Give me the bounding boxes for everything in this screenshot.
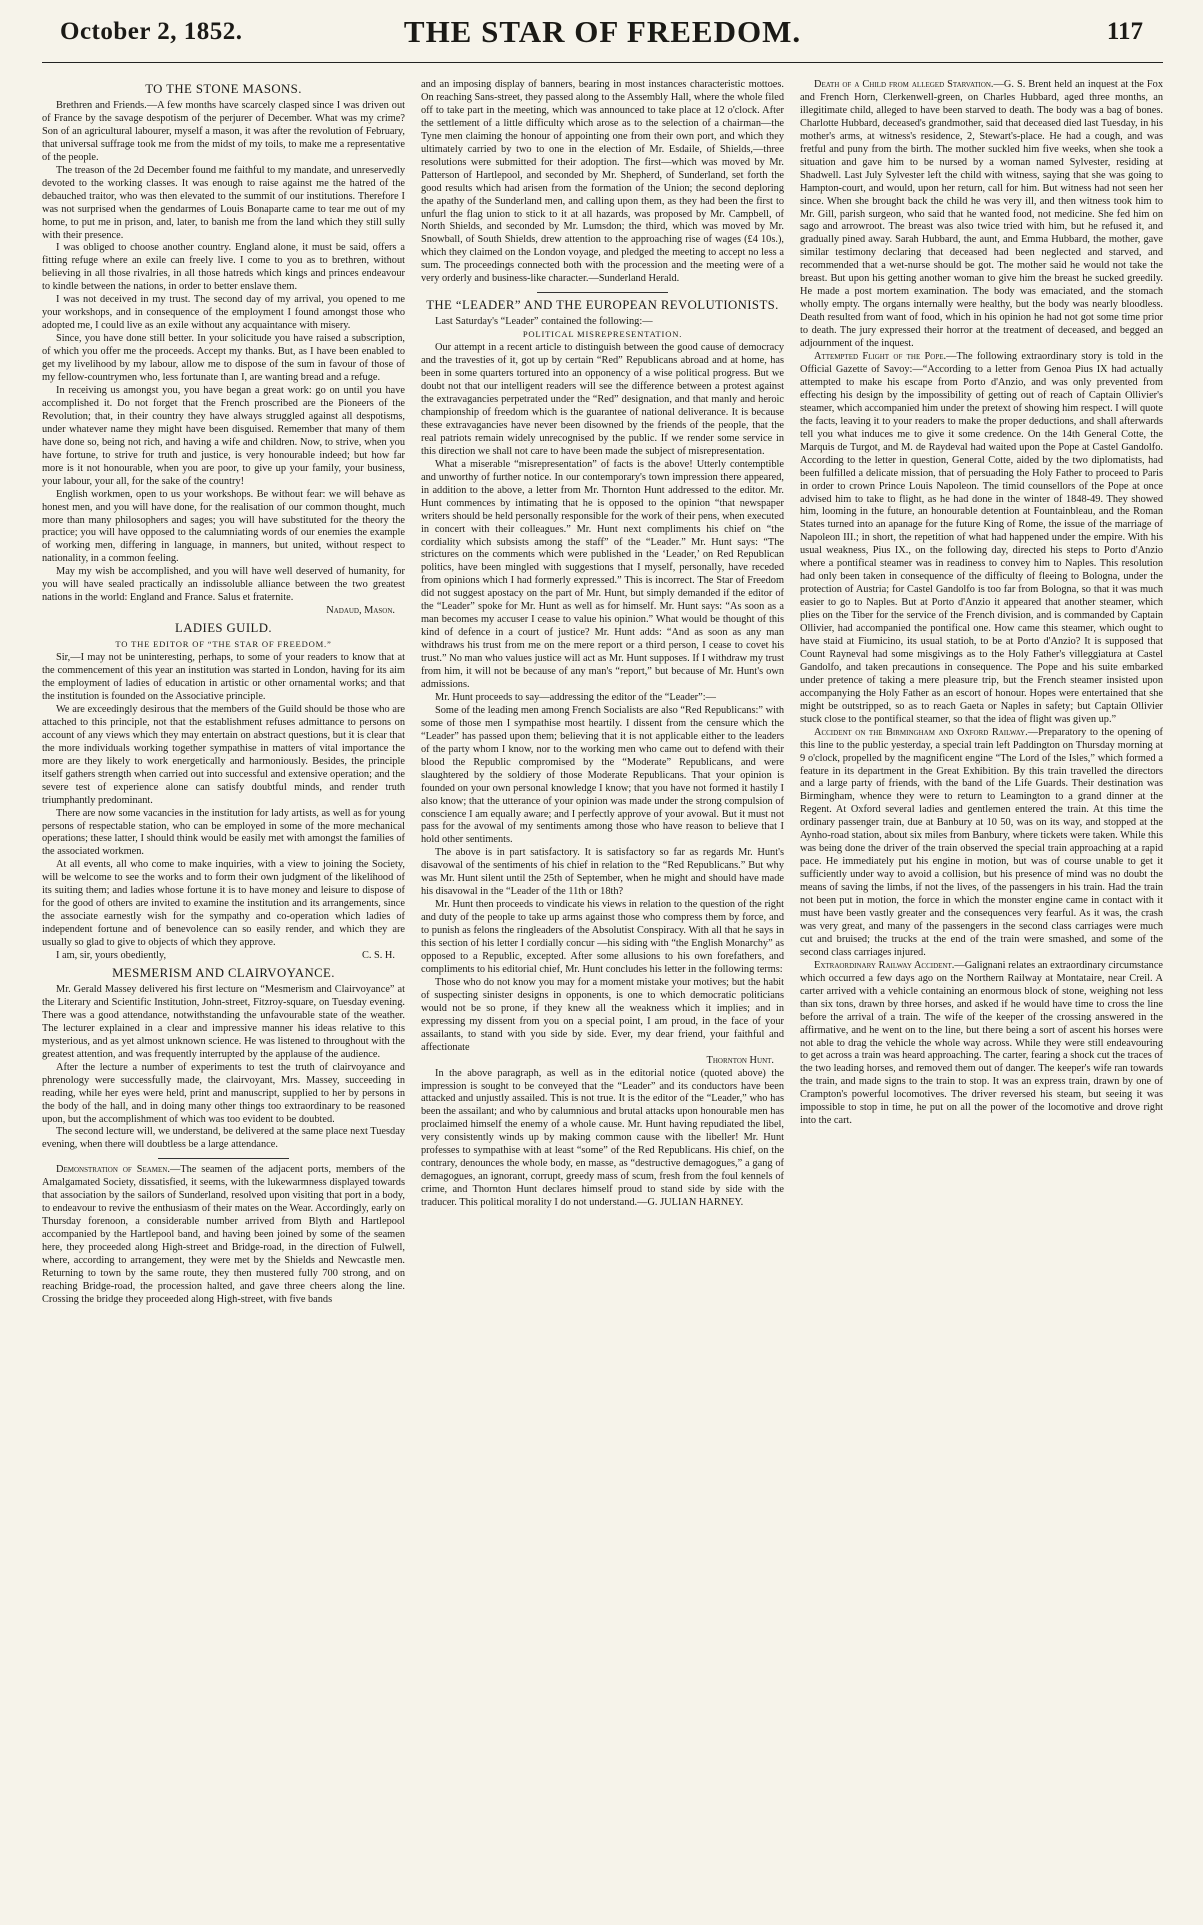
article-body-mesmerism — [42, 984, 405, 1152]
paragraph: Since, you have done still better. In your solicitude you have raised a subscription, of which you offer me the proceeds. Accept my thanks. But, as I have been enabled to get my livelihood by my labour, allow me to dispose of the sum in favour of those of my fellow-countrymen who, less fortunate than I, are wanting bread and a refuge. — [42, 333, 405, 384]
article-subheading: TO THE EDITOR OF “THE STAR OF FREEDOM.” — [115, 639, 332, 650]
paragraph: I was obliged to choose another country. England alone, it must be said, offers a fitting refuge where an exile can freely live. I come to you as to brethren, without believing in all those rivalries, in all those hatreds which kings and princes endeavour to kindle between the nations, in order to better enslave them. — [42, 242, 405, 293]
lead-in: Demonstration of Seamen. — [56, 1164, 170, 1176]
column-2 — [421, 79, 784, 1909]
column-1 — [42, 79, 405, 1909]
letter-closing — [42, 950, 405, 963]
paragraph: Mr. Hunt proceeds to say—addressing the editor of the “Leader”:— — [435, 691, 716, 703]
paragraph: I was not deceived in my trust. The second day of my arrival, you opened to me your workshops, and in consequence of the employment I found amongst those who adopted me, I could live as an exile without any acquaintance with misery. — [42, 294, 405, 332]
article-seamen — [42, 1164, 405, 1306]
article-body-stone-masons — [42, 100, 405, 605]
article-heading-stone-masons: TO THE STONE MASONS. — [145, 82, 302, 96]
article-railway — [800, 727, 1163, 960]
paragraph: After the lecture a number of experiments to test the truth of clairvoyance and phrenology were successfully made, the clairvoyant, Mrs. Massey, succeeding in reading, while her eyes were held, print and manuscript, supplied to her by persons in the body of the hall, and in doing many other things too extraordinary to be reasoned upon, but the accomplishment of which was too evident to be doubted. — [42, 1061, 405, 1125]
article-text: —The seamen of the adjacent ports, members of the Amalgamated Society, dissatisfied, it seems, with the lukewarmness displayed towards that association by the sailors of Sunderland, resolved upon visiting that port in a body, to endeavour to revive the enthusiasm of their mates on the Wear. Accordingly, early on Thursday forenoon, a considerable number arrived from Blyth and Hartlepool accompanied by the Hartlepool band, and having been joined by some of the seamen here, they proceeded along High-street and Bridge-road, in the direction of Fulwell, where, according to arrangement, they were met by the Shields and Newcastle men. Returning to town by the same route, they then mustered fully 700 strong, and on reaching Bridge-road, the procession halted, and gave three cheers along the line. Crossing the bridge they proceeded along High-street, with five bands — [42, 1164, 405, 1305]
paragraph: In receiving us amongst you, you have began a great work: go on until you have accomplished it. Do not forget that the French proscribed are the Pioneers of the Revolution; that, in their country they have always struggled against all despotisms, under whatever name they might have been disguised. Remember that many of them have done so, being not rich, and having a wife and children. Now, to strive, when you have fortune, to strive for truth and justice, is very honourable indeed; but how far more is it not honourable, when you are poor, to give up your family, your business, your labour, your all, for the sake of the country! — [42, 384, 405, 487]
page-number: 117 — [1106, 18, 1143, 45]
paragraph: In the above paragraph, as well as in the editorial notice (quoted above) the impression is sought to be conveyed that the “Leader” and its conductors have been attacked and unjustly assailed. This is not true. It is the editor of the “Leader,” who has been the assailant; and who by calumnious and brutal attacks upon honourable men has proclaimed himself the enemy of a whole cause. Mr. Hunt having repudiated the libel, very consistently winds up by making common cause with the libeller! Mr. Hunt professes to sympathise with at least “some” of the Red Republicans. His chief, on the contrary, denounces the whole body, en masse, as “destructive demagogues,” a gang of demagogues, an ignorant, corrupt, greedy mass of scum, fresh from the foul kennels of crime, and Thornton Hunt declares himself proud to stand side by side with the traducer. This political morality I do not understand.—G. JULIAN HARNEY. — [421, 1067, 784, 1209]
article-heading-ladies-guild: LADIES GUILD. — [175, 621, 272, 636]
initials: C. S. H. — [361, 950, 395, 962]
paragraph: Mr. Gerald Massey delivered his first lecture on “Mesmerism and Clairvoyance” at the Literary and Scientific Institution, John-street, Fitzroy-square, on Tuesday evening. There was a good attendance, notwithstanding the unfavourable state of the weather. The lecturer explained in a clear and impressive manner his ideas relative to this mysterious, and as yet almost unknown science. He was listened to throughout with the greatest attention, and was frequently interrupted by the applause of the audience. — [42, 984, 405, 1060]
paragraph: The treason of the 2d December found me faithful to my mandate, and unreservedly devoted to the working classes. It was enough to raise against me the hatred of the debauched traitor, who was then elevated to the summit of our institutions. Therefore I was not surprised when the gendarmes of Louis Bonaparte came to tear me out of my home, to put me in prison, and, later, to banish me from the land which they still sully with their presence. — [42, 164, 405, 241]
paragraph: At all events, all who come to make inquiries, with a view to joining the Society, will be welcome to see the works and to form their own judgment of the likelihood of its suiting them; and ladies whose fortune it is to have money and leisure to dispose of for the good of others are invited to examine the institution and its arrangements, since the associate earnestly wish for the sympathy and co-operation which ladies of independent fortune and of benevolence can so easily render, and which they are usually so glad to give to objects of which they approve. — [42, 859, 405, 949]
article-continuation: and an imposing display of banners, bearing in most instances characteristic mottoes. On reaching Sans-street, they passed along to the Assembly Hall, where the whole filed off to take part in the meeting, which was announced to take place at 12 o'clock. After the settlement of a little difficulty which arose as to the selection of a chairman—the Tyne men claiming the honour of appointing one from their own port, and which they ultimately carried by two to one in the election of Mr. Esdaile, of Shields,—three resolutions were submitted for their adoption. The first—which was moved by Mr. Patterson of Hartlepool, and seconded by Mr. Shepherd, of Sunderland, set forth the good results which had arisen from the formation of the Union; the second deploring the apathy of the Sunderland men, and calling upon them, as they had been the first to unfurl the flag union to stick to it at all hazards, was proposed by Mr. Campbell, of North Shields, and seconded by Mr. Lumsdon; the third, which was moved by Mr. Snowball, of South Shields, drew attention to the approaching rise of wages (£4 10s.), which they claimed on the London voyage, and pledged the meeting to accept no less a sum. The proceedings connected both with the procession and the meeting were of a very orderly and business-like character.—Sunderland Herald. — [421, 79, 784, 285]
paragraph: What a miserable “misrepresentation” of facts is the above! Utterly contemptible and unworthy of further notice. In our contemporary's town impression there appeared, in addition to the above, a letter from Mr. Thornton Hunt addressed to the editor. Mr. Hunt commences by intimating that he is opposed to the opinion “that newspaper writers should be held personally responsible for the work of their pens, when executed in concert with their colleagues.” Mr. Hunt next compliments his chief on “the cordiality which subsists among the staff” of the “Leader.” Mr. Hunt says: “The strictures on the comments which were published in the ‘Leader,’ on Red Republican politics, have been mingled with suggestions that I myself, personally, have receded from opinions which I had formerly expressed.” This is incorrect. The Star of Freedom did not suggest apostacy on the part of Mr. Hunt, but simply demanded if the editor of the “Leader” spoke for Mr. Hunt as well as for himself. Mr. Hunt says: “As soon as a man becomes my accuser I cease to value his opinion.” What would be thought of this kind of defence in a court of justice? Mr. Hunt adds: “And as soon as any man withdraws his trust from me on the mere report or a third person, I cease to covet his trust.” No man who values justice will act as Mr. Hunt supposes. If I withdraw my trust from him, it will not be because of any man's “report,” but because of Mr. Hunt's own admissions. — [421, 458, 784, 690]
paragraph: The above is in part satisfactory. It is satisfactory so far as regards Mr. Hunt's disavowal of the sentiments of his chief in relation to the “Red Republicans.” But why was Mr. Hunt silent until the 25th of September, when he might and should have made his disavowal in the “Leader of the 11th or 18th? — [421, 847, 784, 898]
lead-in: Death of a Child from alleged Starvation. — [814, 79, 994, 90]
paragraph: The second lecture will, we understand, be delivered at the same place next Tuesday evening, when there will doubtless be a large attendance. — [42, 1126, 405, 1151]
paragraph: Our attempt in a recent article to distinguish between the good cause of democracy and the travesties of it, got up by certain “Red” Republicans abroad and at home, has been in some quarters tortured into an opponency of a wise political progress. But we doubt not that our intelligent readers will see the difference between a protest against the extravagancies perpetrated under the “Red” designation, and that manly and heroic championship of freedom which is the guarantee of national deliverance. It is because these extravagancies have never been disowned by the friends of the people, that the real patriots remain widely unrecognised by the public. If we render some service in this direction we shall not care to have been made the subject of misrepresentation. — [421, 342, 784, 457]
article-death-child — [800, 79, 1163, 351]
column-3 — [800, 79, 1163, 1909]
issue-date: October 2, 1852. — [60, 18, 243, 45]
newspaper-title: THE STAR OF FREEDOM. — [403, 14, 802, 49]
closing-text: I am, sir, yours obediently, — [56, 950, 167, 962]
article-body-ladies-guild — [42, 652, 405, 950]
article-body-leader — [421, 342, 784, 1054]
paragraph: Brethren and Friends.—A few months have scarcely clasped since I was driven out of France by the savage despotism of the perjurer of December. What was my crime? Son of an agricultural labourer, myself a mason, it was after the revolution of February, that universal suffrage took me from the midst of my toils, to make me a representative of the people. — [42, 100, 405, 163]
article-extraordinary — [800, 960, 1163, 1128]
article-pope — [800, 351, 1163, 727]
paragraph: Sir,—I may not be uninteresting, perhaps, to some of your readers to know that at the commencement of this year an institution was started in London, having for its aim the employment of ladies of education in artistic or other ornamental works; and that the institution is founded on the Associative principle. — [42, 652, 405, 702]
lead-in: Extraordinary Railway Accident. — [814, 959, 955, 971]
lead-in: Accident on the Birmingham and Oxford Railway. — [814, 726, 1028, 738]
article-subheading: POLITICAL MISREPRESENTATION. — [522, 329, 683, 340]
lead-in: Attempted Flight of the Pope. — [814, 351, 947, 363]
article-heading-leader: THE “LEADER” AND THE EUROPEAN REVOLUTIONISTS. — [426, 298, 779, 313]
paragraph: May my wish be accomplished, and you will have well deserved of humanity, for you will have sealed practically an indissoluble alliance between the two greatest nations in the world: England and France. Salus et fraternite. — [42, 566, 405, 604]
article-text: —The following extraordinary story is told in the Official Gazette of Savoy:—“According to a letter from Genoa Pius IX had actually attempted to make his escape from Porto d'Anzio, and was only prevented from effecting his design by the impossibility of getting out of reach of Captain Ollivier's steamer, which accompanied him under the pretext of showing him respect. I will quote the facts, leaving it to your readers to make the proper deductions, and shall afterwards tell you what induces me to give it some credence. On the 14th General Cotte, the Marquis de Turgot, and M. de Raydeval had waited upon the Pope at Castel Gandolfo. According to the letter in question, General Cotte, aided by the two diplomatists, had been fulfilled a delicate mission, that of persuading the Holy Father to proceed to Paris in order to crown Prince Louis Napoleon. The timid counsellors of the Pope at once advised him to take to flight, as he had done in the winter of 1848-49. They showed him, looming in the future, an honourable detention at Fountainbleau, and the Roman States turned into an apanage for the future King of Rome, the issue of the marriage of Napoleon III.; in short, the repetition of what had happened under the empire. With his usual weakness, Pius IX., on the following day, directed his steps to Porto d'Anzio where a pontifical steamer was in readiness to convey him to Naples. This resolution had only been taken in consequence of the difficulty of fleeing to Bologna, under the protection of Austria; for Castel Gandolfo is too far from Bologna, so that it was much easier to go to Naples. But at Porto d'Anzio it appeared that another steamer, which plies on the Tiber for the service of the French division, and is commanded by Captain Ollivier, had accompanied the pontifical one. How came this steamer, which ought to have staid at Fiumicino, its usual statioh, to be at Porto d'Anzio? It is supposed that Count Rayneval had some misgivings as to the Holy Father's villeggiatura at Castel Gandolfo, and taken precautions in consequence. The Pope and his suite embarked under pretence of taking a mere pleasure trip, but the French steamer insisted upon accompanying the Holy Father as an escort of honour. Hopes were entertained that she might be outstripped, so as to reach Gaeta or Naples in safety; but Captain Ollivier stuck close to the pontifical steamer, so that the idea of flight was given up.” — [800, 351, 1163, 725]
signature: Thornton Hunt. — [706, 1054, 774, 1066]
article-heading-mesmerism: MESMERISM AND CLAIRVOYANCE. — [112, 966, 335, 980]
divider — [537, 292, 668, 293]
divider — [158, 1158, 289, 1159]
paragraph: We are exceedingly desirous that the members of the Guild should be those who are attached to this principle, not that the establishment refuses admittance to persons on account of any views which they may entertain on abstract questions, but it is clear that the more individuals working together sympathise in matters of vital importance the more are they likely to work energetically and harmoniously. Besides, the principle itself gathers strength when carried out into successful and extensive operation; and the severe test of experience alone can satisfy doubtful minds, and render truth triumphantly predominant. — [42, 703, 405, 806]
article-text: —Preparatory to the opening of this line to the public yesterday, a special train left Paddington on Thursday morning at 9 o'clock, propelled by the magnificent engine “The Lord of the Isles,” which formed a feature in its department in the Great Exhibition. By this train travelled the directors and a large party of friends, with the band of the Life Guards. Their destination was Birmingham, whence they were to return to Leamington to a grand dinner at the Regent. At Oxford several ladies and gentlemen entered the train. At this time the ordinary passenger train, due at Banbury at 10 50, was on its way, and stopped at the Aynho-road station, about six miles from Banbury, where tickets were taken. While this was being done the driver of the train observed the special train approaching at a rapid pace. He immediately put his engine in motion, but was of course unable to get it sufficiently under way to avoid a collision, but his presence of mind was no doubt the means of saving the limbs, if not the lives, of the passengers in his train. Had the train not been put in motion, the force in which the monster engine came in contact with it must have been vastly greater and the consequences very fearful. As it was, the crash was very great, and many of the passengers in the second class carriages were much cut and bruised; the trucks at the end of the train were smashed, and some of the second class carriages injured. — [800, 726, 1163, 958]
paragraph: Some of the leading men among French Socialists are also “Red Republicans:” with some of those men I sympathise most heartily. I dissent from the censure which the “Leader” has passed upon them; believing that it is not applicable either to the leaders of the party whom I know, nor to the working men who came out to defend with their blood the Republic compromised by the “Moderate” Republicans, and were slaughtered by the soldiery of those Moderate Republicans. That your opinion is founded on your own personal knowledge I know; that you have not formed it hastily I also know; that the utterance of your opinion was made under the strong compulsion of conscience I am equally aware; and I perfectly approve of your avowal. But it must not pass for the avowal of my sentiments among those who have reason to believe that I hold other sentiments. — [421, 704, 784, 846]
masthead — [42, 0, 1163, 63]
article-text: —Galignani relates an extraordinary circumstance which occurred a few days ago on the Northern Railway at Montataire, near Creil. A carter arrived with a vehicle containing an enormous block of stone, weighing not less than six tons, drawn by three horses, and asked if he would have time to cross the line before the arrival of a train. The wife of the keeper of the crossing answered in the affirmative, and he went on to the line, but there being a sort of ascent his horses were not able to drag the vehicle the whole way across. While they were still endeavouring to get across a train was heard approaching. The carter, fearing a shock cut the traces of the two leading horses, and removed them out of danger. The keeper's wife ran towards the train, and made signs to the train to stop. It was an express train, drawn by one of Crampton's powerful locomotives. The driver reversed his steam, but seeing it was impossible to stop in time, he put on all the power of the locomotive and drove right into the cart. — [800, 959, 1163, 1127]
columns — [42, 79, 1163, 1909]
paragraph: Last Saturday's “Leader” contained the following:— — [435, 316, 653, 328]
paragraph: Those who do not know you may for a moment mistake your motives; but the habit of suspecting sinister designs in opponents, is one to which democratic politicians would not be so prone, if they knew all the weakness which it implies; and in expressing my dissent from you on a special point, I am proud, in the face of your assailants, to stand with you side by side. Ever, my dear friend, your faithful and affectionate — [421, 976, 784, 1053]
article-text: —G. S. Brent held an inquest at the Fox and French Horn, Clerkenwell-green, on Charles Hubbard, aged three months, an illegitimate child, alleged to have been starved to death. The body was a bag of bones. Charlotte Hubbard, deceased's grandmother, said that deceased died last Tuesday, in his mother's arms, at witness's residence, 2, Stewart's-place. He had a cough, and was fretful and puny from the birth. The mother suckled him five weeks, when she took a situation and gave him to be nursed by a woman named Sylvester, residing at Shadwell. Last July Sylvester left the child with witness, saying that she was going to Hampton-court, and would, upon her return, call for him. But witness had not seen her since. When she brought back the child he was very ill, and then witness took him to Mr. Gill, parish surgeon, who said that he wanted food, not medicine. She fed him on sago and arrowroot. The breast was also twice tried with him, but he refused it, and gradually pined away. Sarah Hubbard, the aunt, and Emma Hubbard, the mother, gave similar testimony declaring that deceased had been neglected and starved, and recommended that a wet-nurse should be got. The mother said he would not take the breast. But upon his getting another woman to give him the breast he sucked greedily. He made a post mortem examination. The body was emaciated, and the stomach wholly empty. The organs internally were healthy, but the body was nearly bloodless. Death resulted from want of food, which in his opinion he had not got some time prior to death. The jury expressed their horror at the treatment of deceased, and begged an adjournment of the inquest. — [800, 79, 1163, 350]
paragraph: There are now some vacancies in the institution for lady artists, as well as for young persons of respectable station, who can be employed in some of the more mechanical operations; these latter, I should think would be easily met with amongst the families of the associated workmen. — [42, 807, 405, 858]
paragraph: Mr. Hunt then proceeds to vindicate his views in relation to the question of the right and duty of the people to take up arms against those who compress them by force, and to punish as felons the ringleaders of the Absolutist Conspiracy. With all that he says in this section of his letter I cordially concur —his siding with “the English Monarchy” as opposed to a Republic, excepted. After some allusions to his own forefathers, and compliments to his editorial chief, Mr. Hunt concludes his letter in the following terms: — [421, 899, 784, 975]
signature: Nadaud, Mason. — [326, 605, 395, 617]
paragraph: English workmen, open to us your workshops. Be without fear: we will behave as honest men, and you will have done, for the realisation of our common thought, much more than many philosophers and sages; you will have substituted for the theory the practice; you will have opposed to the calumniating words of our enemies the example of working men, differing in language, in manners, but united, without respect to nationality, in a common feeling. — [42, 488, 405, 565]
